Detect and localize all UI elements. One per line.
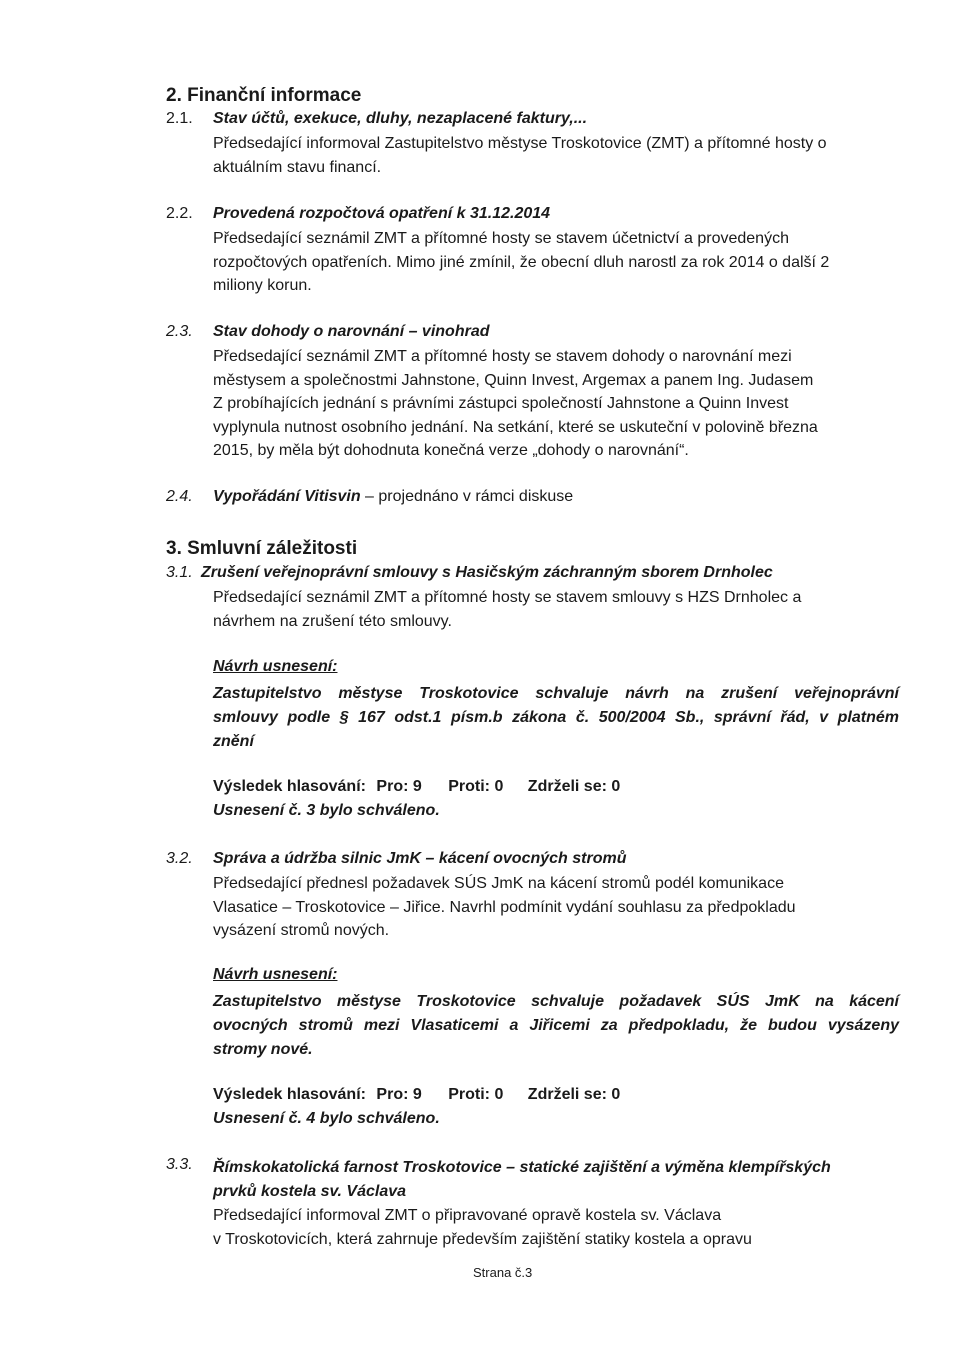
vote-pro: Pro: 9 bbox=[376, 778, 422, 795]
item-3-2-proposal-label: Návrh usnesení: bbox=[213, 966, 338, 983]
section-3-title: 3. Smluvní záležitosti bbox=[166, 538, 358, 559]
item-2-4-line bbox=[213, 488, 573, 506]
item-3-1-text: Předsedající seznámil ZMT a přítomné hosty se stavem smlouvy s HZS Drnholec a návrhem na zrušení této smlouvy. bbox=[213, 589, 802, 630]
item-3-1-title: Zrušení veřejnoprávní smlouvy s Hasičským záchranným sborem Drnholec bbox=[201, 564, 773, 581]
item-2-3-text: Předsedající seznámil ZMT a přítomné hosty se stavem dohody o narovnání mezi městysem a společnostmi Jahnstone, Quinn Invest, Argemax a panem Ing. Judasem Z probíhajících jednání s právními zástupci společností Jahnstone a Quinn Invest vyplynula nutnost osobního jednání. Na setkání, které se uskuteční v polovině března 2015, by měla být dohodnuta konečná verze „dohody o narovnání“. bbox=[213, 348, 818, 459]
vote-proti: Proti: 0 bbox=[448, 1086, 504, 1103]
item-3-2-resolution: Usnesení č. 4 bylo schváleno. bbox=[213, 1110, 440, 1127]
vote-label: Výsledek hlasování: bbox=[213, 1086, 366, 1103]
item-3-3-text: Předsedající informoval ZMT o připravované opravě kostela sv. Václava v Troskotovicích, která zahrnuje především zajištění statiky kostela a opravu bbox=[213, 1207, 752, 1248]
item-3-3-number: 3.3. bbox=[166, 1156, 193, 1173]
item-2-4-rest: – projednáno v rámci diskuse bbox=[360, 488, 574, 505]
item-2-2-title: Provedená rozpočtová opatření k 31.12.2014 bbox=[213, 205, 551, 222]
section-2-title: 2. Finanční informace bbox=[166, 85, 362, 106]
item-3-1-proposal-label: Návrh usnesení: bbox=[213, 658, 338, 675]
item-3-2-title: Správa a údržba silnic JmK – kácení ovocných stromů bbox=[213, 850, 627, 867]
item-3-3-title: Římskokatolická farnost Troskotovice – statické zajištění a výměna klempířských prvků kostela sv. Václava bbox=[213, 1159, 831, 1200]
item-3-2-number: 3.2. bbox=[166, 850, 193, 867]
item-2-3-title: Stav dohody o narovnání – vinohrad bbox=[213, 323, 490, 340]
item-3-1-proposal-text: Zastupitelstvo městyse Troskotovice schvaluje návrh na zrušení veřejnoprávní smlouvy podle § 167 odst.1 písm.b zákona č. 500/2004 Sb., správní řád, v platném znění bbox=[213, 685, 899, 750]
item-2-2-number: 2.2. bbox=[166, 205, 193, 222]
item-3-2-proposal-text: Zastupitelstvo městyse Troskotovice schvaluje požadavek SÚS JmK na kácení ovocných stromů mezi Vlasaticemi a Jiřicemi za předpokladu, že budou vysázeny stromy nové. bbox=[213, 993, 899, 1058]
page-number-footer: Strana č.3 bbox=[473, 1265, 533, 1280]
item-3-1-resolution: Usnesení č. 3 bylo schváleno. bbox=[213, 802, 440, 819]
item-2-1-title: Stav účtů, exekuce, dluhy, nezaplacené faktury,... bbox=[213, 110, 588, 127]
item-3-2-text: Předsedající přednesl požadavek SÚS JmK na kácení stromů podél komunikace Vlasatice – Troskotovice – Jiřice. Navrhl podmínit vydání souhlasu za předpokladu vysázení stromů nových. bbox=[213, 875, 796, 939]
item-2-1-text: Předsedající informoval Zastupitelstvo městyse Troskotovice (ZMT) a přítomné hosty o aktuálním stavu financí. bbox=[213, 135, 827, 176]
vote-proti: Proti: 0 bbox=[448, 778, 504, 795]
vote-zdrzeli: Zdrželi se: 0 bbox=[527, 1086, 621, 1103]
item-3-1-number: 3.1. bbox=[166, 564, 193, 581]
item-2-4-number: 2.4. bbox=[166, 488, 193, 505]
item-3-2-vote-result bbox=[213, 1086, 620, 1104]
vote-pro: Pro: 9 bbox=[376, 1086, 422, 1103]
vote-label: Výsledek hlasování: bbox=[213, 778, 366, 795]
item-2-4-title: Vypořádání Vitisvin bbox=[213, 488, 361, 505]
item-2-1-number: 2.1. bbox=[166, 110, 193, 127]
vote-zdrzeli: Zdrželi se: 0 bbox=[527, 778, 621, 795]
item-2-2-text: Předsedající seznámil ZMT a přítomné hosty se stavem účetnictví a provedených rozpočtových opatřeních. Mimo jiné zmínil, že obecní dluh narostl za rok 2014 o další 2 miliony korun. bbox=[213, 230, 830, 294]
item-3-1-vote-result bbox=[213, 778, 620, 796]
item-2-3-number: 2.3. bbox=[166, 323, 193, 340]
